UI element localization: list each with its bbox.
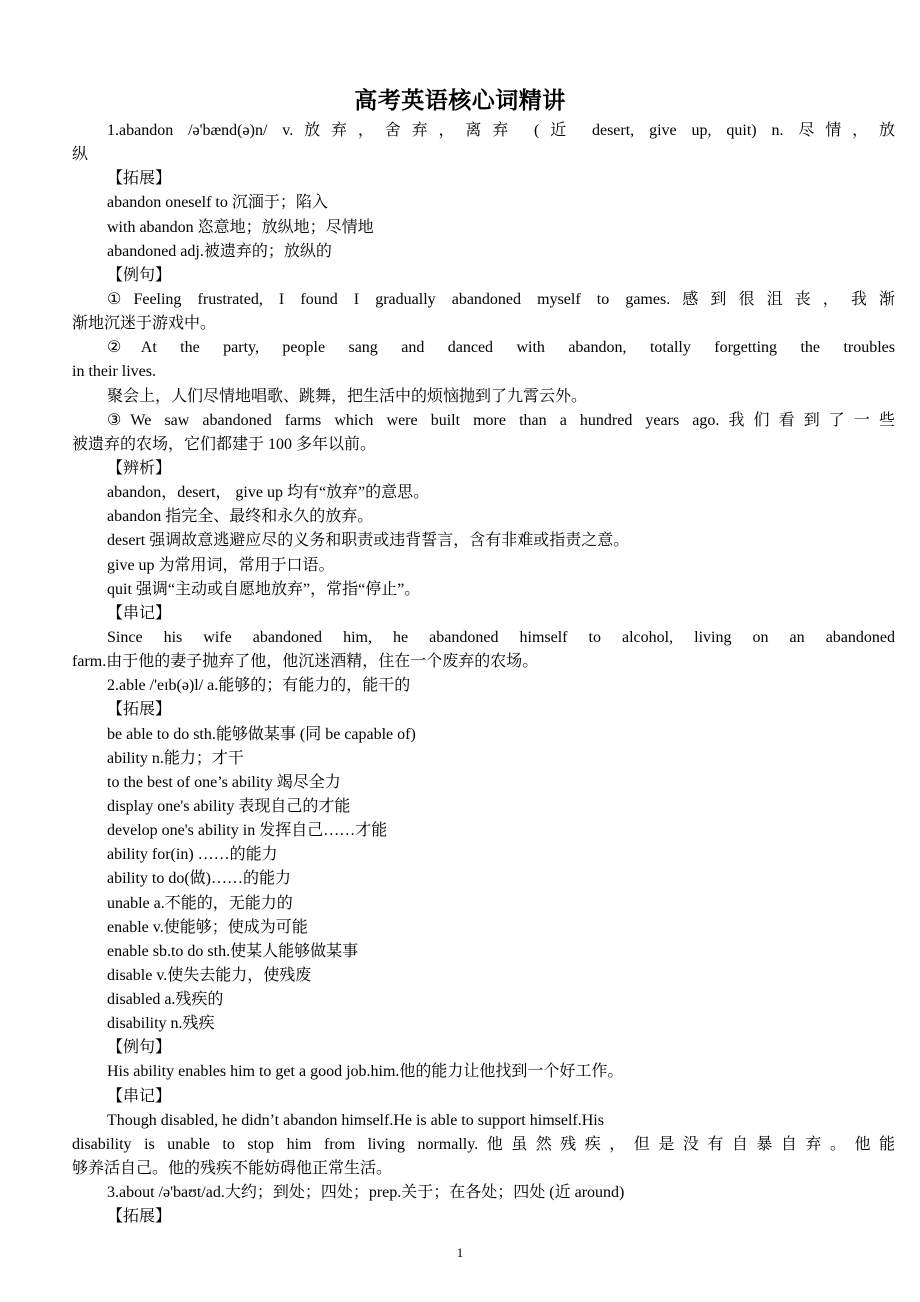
page-number: 1 xyxy=(456,1245,464,1260)
text-line: in their lives. xyxy=(72,363,156,381)
text-line: display one's ability 表现自己的才能 xyxy=(107,797,351,815)
text-line: Though disabled, he didn’t abandon himself.He is able to support himself.His xyxy=(107,1111,604,1129)
text-line: ability n.能力；才干 xyxy=(107,749,244,767)
text-line: 纵 xyxy=(72,146,89,164)
text-line: quit 强调“主动或自愿地放弃”，常指“停止”。 xyxy=(107,580,421,598)
text-line: to the best of one’s ability 竭尽全力 xyxy=(107,773,341,791)
text-line: ③We saw abandoned farms which were built more than a hundred years ago.我们看到了一些 xyxy=(107,411,895,429)
text-line: disabled a.残疾的 xyxy=(107,991,224,1009)
text-line: 1.abandon /ə'bænd(ə)n/ v.放弃，舍弃，离弃 (近 desert, give up, quit) n. 尽情，放 xyxy=(107,122,895,139)
text-line: be able to do sth.能够做某事 (同 be capable of) xyxy=(107,725,416,743)
text-line: 3.about /ə'baʊt/ad.大约；到处；四处；prep.关于；在各处；四处 (近 around) xyxy=(107,1184,625,1202)
section-heading: 【拓展】 xyxy=(107,1208,172,1226)
document-title: 高考英语核心词精讲 xyxy=(354,88,566,114)
text-line: develop one's ability in 发挥自己……才能 xyxy=(107,822,388,840)
text-line: with abandon 恣意地；放纵地；尽情地 xyxy=(107,218,374,236)
section-heading: 【拓展】 xyxy=(107,701,172,719)
text-line: abandon，desert， give up 均有“放弃”的意思。 xyxy=(107,484,430,502)
text-line: ability for(in) ……的能力 xyxy=(107,846,278,864)
text-line: 够养活自己。他的残疾不能妨碍他正常生活。 xyxy=(72,1160,393,1178)
text-line: His ability enables him to get a good job.him.他的能力让他找到一个好工作。 xyxy=(107,1063,624,1081)
text-line: abandon oneself to 沉湎于；陷入 xyxy=(107,194,328,212)
document-body xyxy=(72,119,895,1229)
text-line: ①Feeling frustrated, I found I gradually abandoned myself to games.感到很沮丧，我渐 xyxy=(107,290,895,308)
section-heading: 【辨析】 xyxy=(107,459,172,477)
text-line: ability to do(做)……的能力 xyxy=(107,870,291,888)
text-line: ②At the party, people sang and danced with abandon, totally forgetting the troubles xyxy=(107,339,895,357)
text-line: disability n.残疾 xyxy=(107,1015,215,1033)
text-line: desert 强调故意逃避应尽的义务和职责或违背誓言，含有非难或指责之意。 xyxy=(107,532,630,550)
text-line: farm.由于他的妻子抛弃了他，他沉迷酒精，住在一个废弃的农场。 xyxy=(72,653,539,671)
text-line: Since his wife abandoned him, he abandoned himself to alcohol, living on an abandoned xyxy=(107,628,895,646)
section-heading: 【例句】 xyxy=(107,266,172,284)
section-heading: 【串记】 xyxy=(107,1087,172,1105)
section-heading: 【例句】 xyxy=(107,1039,172,1057)
text-line: disable v.使失去能力，使残废 xyxy=(107,966,312,984)
text-line: 渐地沉迷于游戏中。 xyxy=(72,315,217,333)
section-heading: 【拓展】 xyxy=(107,170,172,188)
text-line: abandon 指完全、最终和永久的放弃。 xyxy=(107,508,374,526)
text-line: 聚会上，人们尽情地唱歌、跳舞，把生活中的烦恼抛到了九霄云外。 xyxy=(107,387,588,405)
text-line: 被遗弃的农场，它们都建于 100 多年以前。 xyxy=(72,435,377,453)
text-line: abandoned adj.被遗弃的；放纵的 xyxy=(107,242,332,260)
text-line: give up 为常用词，常用于口语。 xyxy=(107,556,335,574)
section-heading: 【串记】 xyxy=(107,604,172,622)
text-line: 2.able /'eɪb(ə)l/ a.能够的；有能力的，能干的 xyxy=(107,677,411,695)
text-line: enable sb.to do sth.使某人能够做某事 xyxy=(107,942,359,960)
text-line: disability is unable to stop him from living normally.他虽然残疾，但是没有自暴自弃。他能 xyxy=(72,1135,895,1153)
text-line: enable v.使能够；使成为可能 xyxy=(107,918,308,936)
text-line: unable a.不能的，无能力的 xyxy=(107,894,293,912)
